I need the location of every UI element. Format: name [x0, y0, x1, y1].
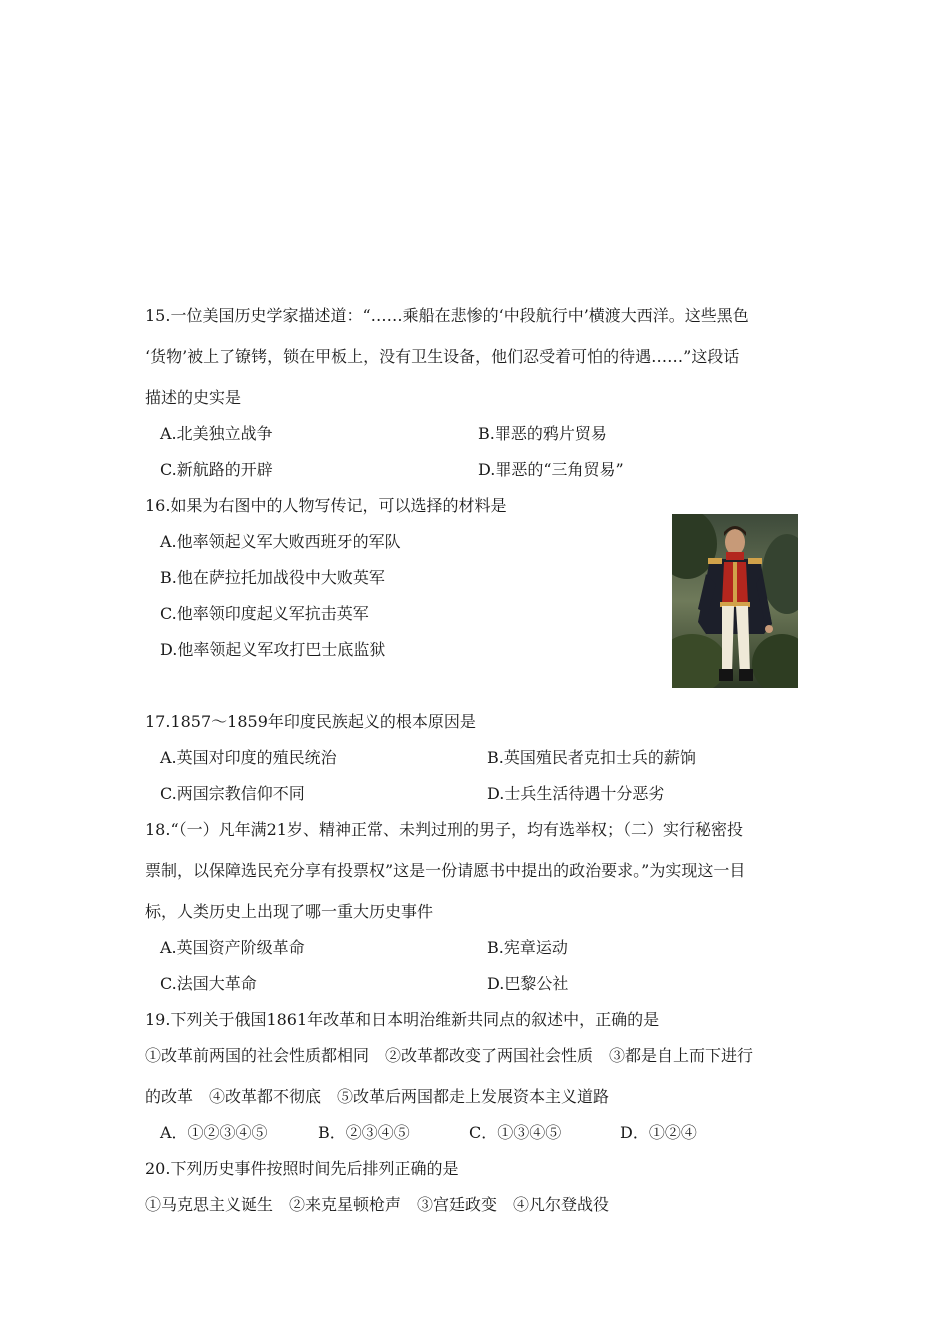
q19-option-a: A．①②③④⑤ [160, 1123, 268, 1142]
q19-items-line2: 的改革 ④改革都不彻底 ⑤改革后两国都走上发展资本主义道路 [145, 1087, 610, 1106]
q20-items: ①马克思主义诞生 ②来克星顿枪声 ③宫廷政变 ④凡尔登战役 [145, 1195, 610, 1214]
q15-option-a: A.北美独立战争 [160, 424, 273, 443]
q19-stem: 19.下列关于俄国1861年改革和日本明治维新共同点的叙述中，正确的是 [145, 1010, 660, 1029]
q15-stem-line1: 15.一位美国历史学家描述道：“……乘船在悲惨的‘中段航行中’横渡大西洋。这些黑色 [145, 306, 749, 325]
q18-option-a: A.英国资产阶级革命 [160, 938, 305, 957]
q15-stem-line2: ‘货物’被上了镣铐，锁在甲板上，没有卫生设备，他们忍受着可怕的待遇……”这段话 [145, 347, 740, 366]
q17-option-c: C.两国宗教信仰不同 [160, 784, 305, 803]
q18-option-b: B.宪章运动 [487, 938, 568, 957]
q17-option-a: A.英国对印度的殖民统治 [160, 748, 337, 767]
q15-option-b: B.罪恶的鸦片贸易 [478, 424, 607, 443]
q20-stem: 20.下列历史事件按照时间先后排列正确的是 [145, 1159, 459, 1178]
q16-option-c: C.他率领印度起义军抗击英军 [160, 604, 369, 623]
q18-stem-line2: 票制，以保障选民充分享有投票权”这是一份请愿书中提出的政治要求。”为实现这一目 [145, 861, 746, 880]
q19-option-d: D．①②④ [620, 1123, 697, 1142]
q16-option-b: B.他在萨拉托加战役中大败英军 [160, 568, 385, 587]
q15-option-c: C.新航路的开辟 [160, 460, 273, 479]
q19-items-line1: ①改革前两国的社会性质都相同 ②改革都改变了两国社会性质 ③都是自上而下进行 [145, 1046, 754, 1065]
q19-option-b: B．②③④⑤ [318, 1123, 410, 1142]
q16-stem: 16.如果为右图中的人物写传记，可以选择的材料是 [145, 496, 507, 515]
q18-option-d: D.巴黎公社 [487, 974, 569, 993]
q18-stem-line1: 18.“（一）凡年满21岁、精神正常、未判过刑的男子，均有选举权；（二）实行秘密投 [145, 820, 743, 839]
portrait-image [672, 514, 798, 688]
q16-option-d: D.他率领起义军攻打巴士底监狱 [160, 640, 386, 659]
q18-stem-line3: 标，人类历史上出现了哪一重大历史事件 [145, 902, 434, 921]
q17-stem: 17.1857～1859年印度民族起义的根本原因是 [145, 712, 476, 731]
q18-option-c: C.法国大革命 [160, 974, 257, 993]
q16-option-a: A.他率领起义军大败西班牙的军队 [160, 532, 401, 551]
q17-option-d: D.士兵生活待遇十分恶劣 [487, 784, 665, 803]
q19-option-c: C．①③④⑤ [469, 1123, 562, 1142]
q15-stem-line3: 描述的史实是 [145, 388, 242, 407]
q15-option-d: D.罪恶的“三角贸易” [478, 460, 624, 479]
q17-option-b: B.英国殖民者克扣士兵的薪饷 [487, 748, 696, 767]
